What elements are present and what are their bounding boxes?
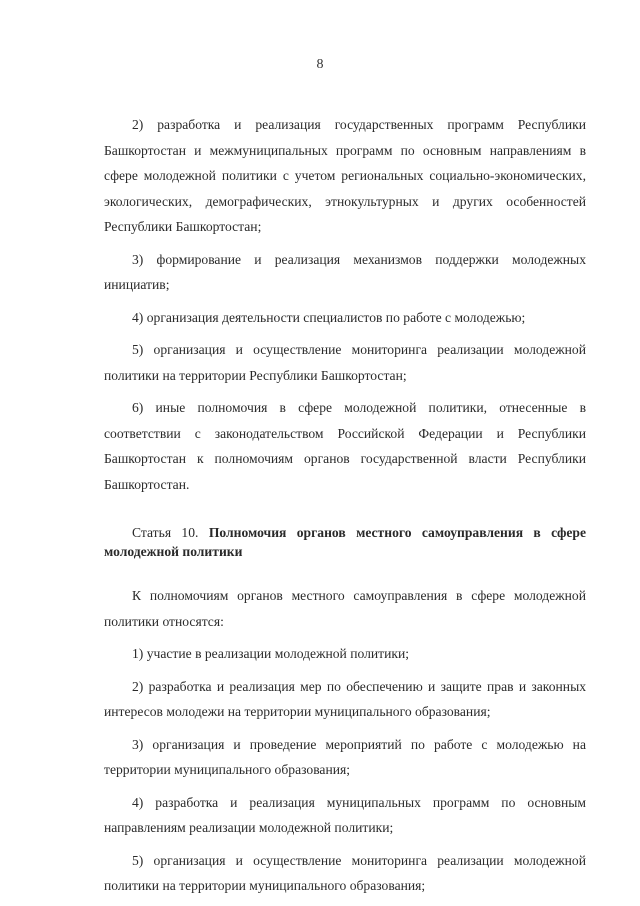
list-item: 5) организация и осуществление мониторинга реализации молодежной политики на территории Республики Башкортостан; bbox=[104, 342, 586, 383]
list-item: 1) участие в реализации молодежной политики; bbox=[132, 646, 410, 661]
list-item: 2) разработка и реализация государственных программ Республики Башкортостан и межмуниципальных программ по основным направлениям в сфере молодежной политики с учетом региональных социально-экономических, экологических, демографических, этнокультурных и других особенностей Республики Башкортостан; bbox=[104, 117, 586, 234]
article-title: Полномочия органов местного самоуправления в сфере молодежной политики bbox=[104, 525, 587, 559]
list-item: 4) разработка и реализация муниципальных программ по основным направлениям реализации молодежной политики; bbox=[104, 794, 586, 835]
document-body bbox=[104, 112, 586, 906]
intro-paragraph: К полномочиям органов местного самоуправления в сфере молодежной политики относятся: bbox=[104, 588, 586, 629]
list-item: 4) организация деятельности специалистов по работе с молодежью; bbox=[132, 309, 526, 325]
page-number: 8 bbox=[316, 57, 324, 72]
list-item: 3) организация и проведение мероприятий по работе с молодежью на территории муниципального образования; bbox=[104, 736, 586, 777]
list-item: 5) организация и осуществление мониторинга реализации молодежной политики на территории муниципального образования; bbox=[104, 852, 586, 893]
list-item: 2) разработка и реализация мер по обеспечению и защите прав и законных интересов молодежи на территории муниципального образования; bbox=[104, 678, 586, 719]
article-heading bbox=[104, 523, 586, 561]
article-number: Статья 10. bbox=[132, 525, 199, 540]
list-item: 6) иные полномочия в сфере молодежной политики, отнесенные в соответствии с законодательством Российской Федерации и Республики Башкортостан к полномочиям органов государственной власти Республики Башкортостан. bbox=[104, 400, 586, 492]
list-item: 3) формирование и реализация механизмов поддержки молодежных инициатив; bbox=[104, 251, 586, 292]
